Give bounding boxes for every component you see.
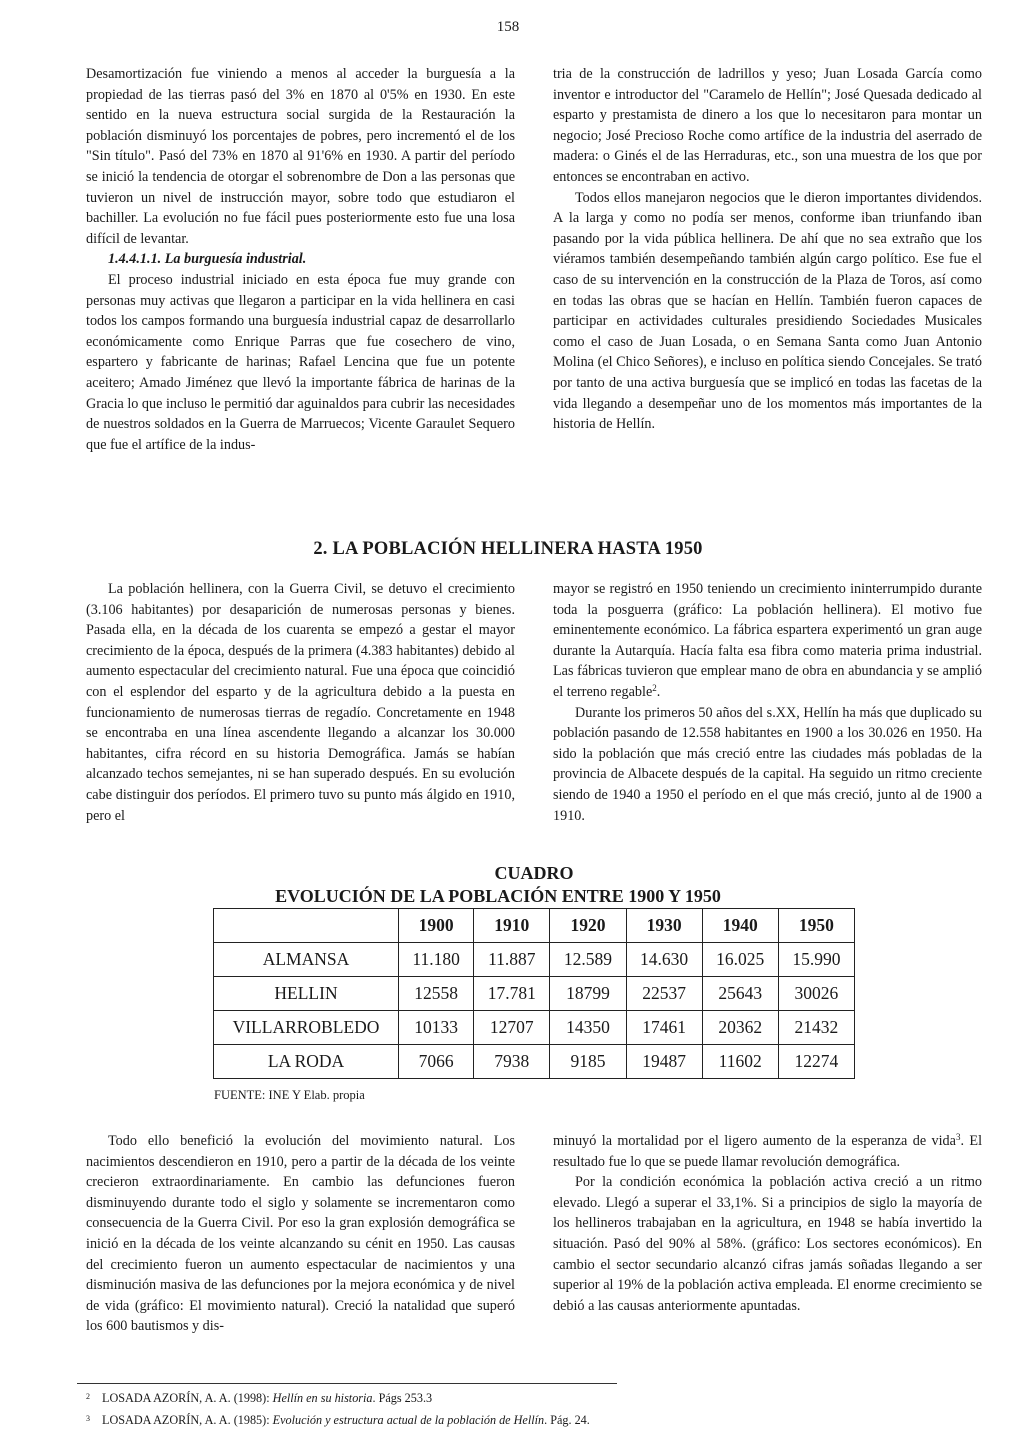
year-header: 1920 (550, 909, 626, 943)
footnote (86, 1411, 590, 1428)
footnote-pages: . Pág. 24. (544, 1413, 590, 1427)
paragraph-text: . El resultado fue lo que se puede llamar revolución demográfica. (553, 1133, 983, 1170)
section-title: 2. LA POBLACIÓN HELLINERA HASTA 1950 (313, 539, 703, 559)
paragraph (553, 1131, 982, 1172)
paragraph-text: . (656, 683, 661, 700)
footnote-divider (77, 1383, 617, 1384)
year-header: 1910 (474, 909, 550, 943)
population-table (213, 908, 855, 1079)
top-right-column (553, 64, 982, 435)
table-row (214, 977, 855, 1011)
value-cell: 10133 (399, 1011, 474, 1045)
page-number: 158 (496, 19, 520, 35)
value-cell: 14.630 (626, 943, 702, 977)
footnote (86, 1389, 432, 1406)
value-cell: 18799 (550, 977, 626, 1011)
paragraph: El proceso industrial iniciado en esta época fue muy grande con personas muy activas que llegaron a participar en la vida hellinera en casi todos los campos formando una burguesía industrial capaz de desarrollarlo económicamente como Enrique Parras que fue cosechero de vino, espartero y fabricante de harinas; Rafael Lencina que fue un potente aceitero; Amado Jiménez que llevó la importante fábrica de harinas de la Gracia lo que incluso le permitió dar aguinaldos para cubrir las necesidades de nuestros soldados en la Guerra de Marruecos; Vicente Garaulet Sequero que fue el artífice de la indus- (86, 271, 516, 453)
paragraph-text: mayor se registró en 1950 teniendo un crecimiento ininterrumpido durante toda la posguerra (gráfico: La población hellinera). El motivo fue eminentemente económico. La fábrica espartera experimentó un gran auge durante la Autarquía. Hacía falta esa fibra como materia prima industrial. Las fábricas tuvieron que emplear mano de obra en abundancia y se amplió el terreno regable (553, 581, 982, 700)
table-source: FUENTE: INE Y Elab. propia (214, 1088, 365, 1102)
table-row (214, 943, 855, 977)
value-cell: 11.180 (399, 943, 474, 977)
city-cell: VILLARROBLEDO (214, 1011, 399, 1045)
table-title-line1: CUADRO (494, 863, 574, 883)
city-cell: ALMANSA (214, 943, 399, 977)
value-cell: 25643 (702, 977, 778, 1011)
subsection-heading: 1.4.4.1.1. La burguesía industrial. (108, 251, 307, 268)
paragraph (553, 579, 982, 703)
paragraph: tria de la construcción de ladrillos y yeso; Juan Losada García como inventor e introductor del "Caramelo de Hellín"; José Quesada dedicado al esparto y prestamista de dinero a los que lo necesitaron para montar un negocio; José Precioso Roche como artífice de la industria del aserrado de madera: o Ginés el de las Herraduras, etc., son una muestra de los que por entonces se encontraban en activo. (553, 66, 982, 185)
value-cell: 17461 (626, 1011, 702, 1045)
paragraph: Por la condición económica la población activa creció a un ritmo elevado. Llegó a superar el 33,1%. Si a principios de siglo la mayoría de los hellineros trabajaban en la agricultura, en 1948 se había invertido la situación. Pasó del 90% al 58%. (gráfico: Los sectores económicos). En cambio el sector secundario alcanzó cifras jamás soñadas llegando a ser superior al 19% de la población activa empleada. El enorme crecimiento se debió a las causas anteriormente apuntadas. (553, 1174, 982, 1314)
footnote-number: 2 (86, 1392, 90, 1401)
value-cell: 12707 (474, 1011, 550, 1045)
footnote-author: LOSADA AZORÍN, A. A. (1998): (102, 1391, 273, 1405)
value-cell: 15.990 (778, 943, 854, 977)
paragraph: Desamortización fue viniendo a menos al acceder la burguesía a la propiedad de las tierras pasó del 3% en 1870 al 0'5% en 1930. En este sentido en la nueva estructura social surgida de la Restauración la población disminuyó los porcentajes de pobres, pero incrementó el de los "Sin título". Pasó del 73% en 1870 al 91'6% en 1930. A partir del período se inició la tendencia de otorgar el sobrenombre de Don a las personas que tuvieron un nivel de instrucción mayor, sobre todo que estudiaron el bachiller. La evolución no fue fácil pues posteriormente esto fue una losa difícil de levantar. (86, 66, 515, 247)
footnote-ref: 3 (955, 1132, 961, 1142)
value-cell: 22537 (626, 977, 702, 1011)
mid-left-column (86, 579, 515, 826)
value-cell: 12274 (778, 1045, 854, 1079)
table-title-line2: EVOLUCIÓN DE LA POBLACIÓN ENTRE 1900 Y 1950 (275, 886, 721, 906)
paragraph-text: minuyó la mortalidad por el ligero aumento de la esperanza de vida (553, 1133, 956, 1149)
footnote-title: Evolución y estructura actual de la población de Hellín (272, 1413, 545, 1427)
table-header-row (214, 909, 855, 943)
paragraph: Todo ello benefició la evolución del movimiento natural. Los nacimientos descendieron en 1910, pero a partir de la década de los veinte crecieron extraordinariamente. En cambio las defunciones fueron disminuyendo durante todo el siglo y solamente se incrementaron como consecuencia de la Guerra Civil. Por eso la gran explosión demográfica se inició en la década de los veinte alcanzando su cénit en 1950. Las causas del crecimiento fueron un aumento espectacular de nacimientos y una disminución masiva de las defunciones por la mejora económica y de nivel de vida (gráfico: El movimiento natural). Creció la natalidad que superó los 600 bautismos y dis- (86, 1133, 515, 1335)
footnote-number: 3 (86, 1414, 90, 1423)
value-cell: 19487 (626, 1045, 702, 1079)
bottom-right-column (553, 1131, 982, 1316)
paragraph: Durante los primeros 50 años del s.XX, Hellín ha más que duplicado su población pasando de 12.558 habitantes en 1900 a los 30.026 en 1950. Ha sido la población que más creció entre las ciudades más pobladas de la provincia de Albacete después de la capital. Ha seguido un ritmo creciente siendo de 1940 a 1950 el período en el que más creció, junto al de 1900 a 1910. (553, 704, 982, 824)
footnote-ref: 2 (652, 682, 657, 693)
mid-right-column (553, 579, 982, 826)
value-cell: 9185 (550, 1045, 626, 1079)
value-cell: 16.025 (702, 943, 778, 977)
footnote-pages: . Págs 253.3 (372, 1391, 433, 1405)
value-cell: 11.887 (474, 943, 550, 977)
city-cell: LA RODA (214, 1045, 399, 1079)
table-corner-cell (214, 909, 399, 943)
value-cell: 20362 (702, 1011, 778, 1045)
value-cell: 30026 (778, 977, 854, 1011)
value-cell: 17.781 (474, 977, 550, 1011)
footnote-title: Hellín en su historia (272, 1391, 373, 1405)
bottom-left-column (86, 1131, 515, 1337)
value-cell: 7938 (474, 1045, 550, 1079)
value-cell: 7066 (399, 1045, 474, 1079)
paragraph: Todos ellos manejaron negocios que le dieron importantes dividendos. A la larga y como no podía ser menos, conforme iban triunfando iban pasando por la vida pública hellinera. De ahí que no sea extraño que los viéramos también desempeñando también algún cargo político. Ese fue el caso de su intervención en la construcción de la Plaza de Toros, así como en todas las obras que se hacían en Hellín. También fueron capaces de participar en actividades culturales presidiendo Sociedades Musicales como el caso de Juan Losada, o en Semana Santa como Juan Antonio Molina (el Chico Señores), e incluso en política siendo Concejales. Se trató por tanto de una activa burguesía que se implicó en todas las facetas de la vida llegando a desempeñar uno de los momentos más importantes de la historia de Hellín. (553, 189, 982, 433)
value-cell: 14350 (550, 1011, 626, 1045)
value-cell: 12.589 (550, 943, 626, 977)
table-row (214, 1045, 855, 1079)
paragraph: La población hellinera, con la Guerra Civil, se detuvo el crecimiento (3.106 habitantes) por desaparición de numerosas personas y bienes. Pasada ella, en la década de los cuarenta se empezó a gestar el mayor crecimiento de la época, después de la primera (4.383 habitantes) debido al aumento espectacular del crecimiento natural. Fue una época que coincidió con el esplendor del esparto y de la agricultura debido a la puesta en funcionamiento de numerosas tierras de regadío. Concretamente en 1948 se encontraba en una línea ascendente llegando a alcanzar los 30.000 habitantes, cifra récord en su historia Demográfica. Jamás se habían alcanzado techos semejantes, ni se han superado después. En su evolución cabe distinguir dos períodos. El primero tuvo su punto más álgido en 1910, pero el (86, 581, 515, 824)
value-cell: 11602 (702, 1045, 778, 1079)
year-header: 1930 (626, 909, 702, 943)
year-header: 1950 (778, 909, 854, 943)
value-cell: 21432 (778, 1011, 854, 1045)
value-cell: 12558 (399, 977, 474, 1011)
year-header: 1900 (399, 909, 474, 943)
top-left-column (86, 64, 515, 455)
footnote-author: LOSADA AZORÍN, A. A. (1985): (102, 1413, 273, 1427)
city-cell: HELLIN (214, 977, 399, 1011)
year-header: 1940 (702, 909, 778, 943)
table-row (214, 1011, 855, 1045)
